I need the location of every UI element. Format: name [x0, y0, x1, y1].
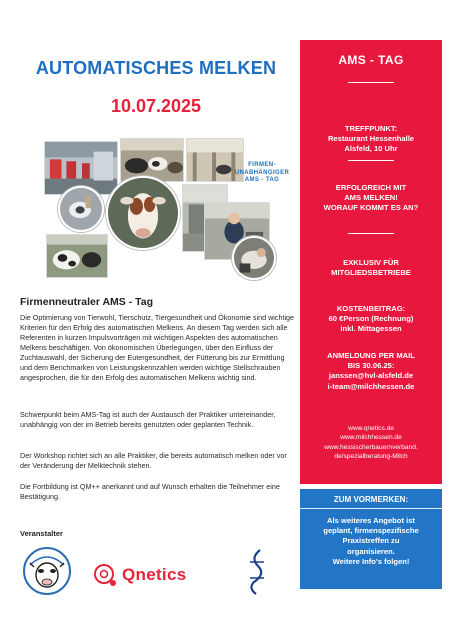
cost-includes: inkl. Mittagessen — [340, 324, 402, 334]
save-line-2: geplant, firmenspezifische — [323, 526, 419, 536]
teat-cup-photo — [58, 186, 104, 232]
badge-line-2: UNABHÄNGIGER — [234, 169, 290, 176]
badge-line-3: AMS - TAG — [244, 177, 280, 183]
section-title: Firmenneutraler AMS - Tag — [20, 296, 154, 308]
sidebar-title: AMS - TAG — [338, 53, 404, 67]
registration-deadline: BIS 30.06.25: — [347, 361, 395, 371]
hbv-logo-icon — [246, 548, 268, 596]
save-line-4: organisieren. — [347, 546, 395, 556]
save-line-5: Weitere Info's folgen! — [332, 556, 410, 566]
success-line-1: ERFOLGREICH MIT — [335, 183, 407, 192]
website-link-milchhessen[interactable]: www.milchhessen.de — [340, 434, 402, 442]
cows-barn-photo — [120, 138, 184, 182]
save-line-3: Praxistreffen zu — [342, 536, 400, 546]
registration-email-1[interactable]: janssen@hvl-alsfeld.de — [328, 371, 414, 381]
success-line-2: AMS MELKEN! — [344, 193, 398, 203]
success-line-3: WORAUF KOMMT ES AN? — [323, 203, 419, 213]
cost-amount: 60 €Person (Rechnung) — [328, 314, 414, 324]
registration-email-2[interactable]: i-team@milchhessen.de — [327, 381, 415, 391]
registration-block — [300, 351, 442, 392]
meeting-point-label: TREFFPUNKT: — [344, 124, 398, 133]
organizer-label: Veranstalter — [20, 529, 63, 538]
registration-label: ANMELDUNG PER MAIL — [327, 351, 415, 360]
cow-portrait-photo — [106, 176, 180, 250]
save-the-date-title: ZUM VORMERKEN: — [333, 495, 409, 504]
meeting-point-time: Alsfeld, 10 Uhr — [344, 144, 398, 154]
success-question-block — [300, 183, 442, 214]
paragraph-intro: Die Optimierung von Tierwohl, Tierschutz, Tiergesundheit und Ökonomie sind wichtige Kriterien für den Erfolg des automatischen Melkens. An diesem Tag werden sich alle Referenten in kurzen Impulsvorträgen mit wichtigen Aspekten des automatischen Melkens beschäftigen. Von ökonomischen Überlegungen, über den Einfluss der Zuchtauswahl, der Sicherung der Eutergesundheit, der Fütterung bis zur Ermittlung und dem Benchmarken von Leistungskennzahlen werden wichtige Stellschrauben angesprochen, die für den Erfolg des automatischen Melkens wichtig sind. — [20, 313, 295, 382]
meeting-point-block — [300, 124, 442, 155]
milking-worker-photo — [232, 236, 276, 280]
websites-block — [300, 424, 442, 462]
holstein-cows-photo — [46, 234, 108, 278]
save-line-1: Als weiteres Angebot ist — [327, 516, 415, 525]
badge-line-1: FIRMEN- — [248, 162, 276, 168]
qnetics-wordmark: Qnetics — [122, 565, 187, 584]
meeting-point-venue: Restaurant Hessenhalle — [327, 134, 415, 144]
paragraph-certification: Die Fortbildung ist QM++ anerkannt und auf Wunsch erhalten die Teilnehmer eine Bestätigung. — [20, 482, 280, 501]
photo-collage — [44, 138, 292, 282]
divider — [348, 233, 394, 234]
qnetics-logo-icon — [92, 560, 222, 590]
website-link-hbv-path[interactable]: de/spezialberatung-Milch — [334, 453, 408, 461]
divider — [348, 160, 394, 161]
exclusive-line-2: MITGLIEDSBETRIEBE — [331, 268, 411, 278]
exclusive-line-1: EXKLUSIV FÜR — [343, 258, 399, 267]
paragraph-focus: Schwerpunkt beim AMS-Tag ist auch der Austausch der Praktiker untereinander, unabhängig von der im Betrieb bereits genutzten oder geplanten Technik. — [20, 410, 276, 429]
paragraph-audience: Der Workshop richtet sich an alle Praktiker, die bereits automatisch melken oder vor der Veränderung der Melktechnik stehen. — [20, 451, 287, 470]
website-link-hbv[interactable]: www.hessischerbauernverband. — [324, 443, 418, 451]
divider — [348, 82, 394, 83]
website-link-qnetics[interactable]: www.qnetics.de — [348, 425, 394, 432]
cow-seal-icon — [22, 545, 72, 597]
exclusive-block — [300, 258, 442, 278]
event-date: 10.07.2025 — [110, 96, 202, 116]
main-title: AUTOMATISCHES MELKEN — [35, 58, 277, 78]
cost-label: KOSTENBEITRAG: — [336, 304, 406, 313]
divider — [300, 508, 442, 509]
cost-block — [300, 304, 442, 335]
independent-badge — [226, 162, 298, 185]
save-the-date-text — [300, 516, 442, 567]
